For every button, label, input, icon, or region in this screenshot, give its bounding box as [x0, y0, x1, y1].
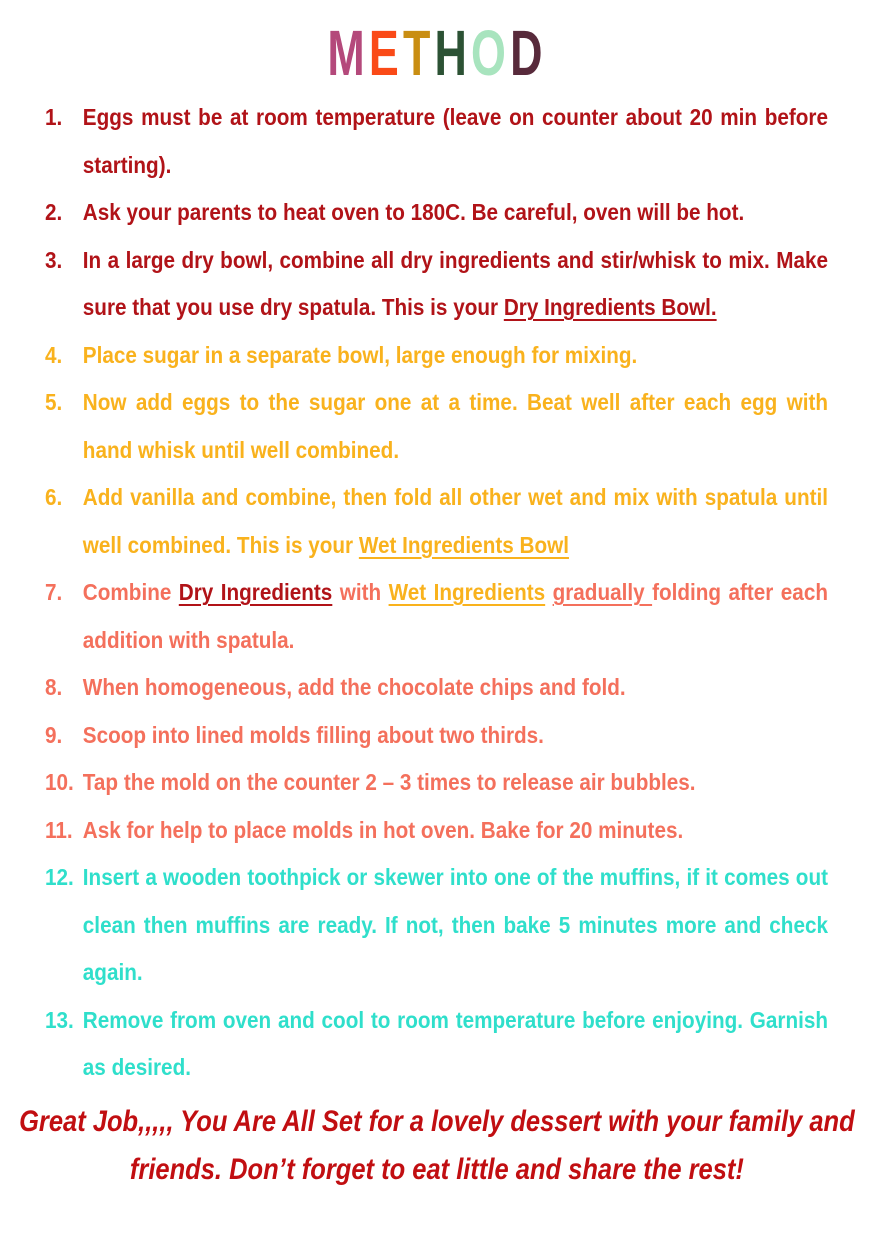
title-letter: O [471, 17, 511, 89]
step-text [83, 807, 828, 855]
method-step [45, 664, 828, 712]
step-text-segment: Scoop into lined molds filling about two thirds. [82, 721, 544, 748]
step-text-segment: Ask for help to place molds in hot oven. Bake for 20 minutes. [82, 816, 684, 843]
method-step [45, 474, 828, 569]
method-step [45, 854, 828, 997]
title-letter: E [368, 17, 403, 89]
step-number: 3. [45, 246, 63, 273]
method-step [45, 997, 828, 1092]
step-text [83, 332, 828, 380]
method-list [45, 94, 828, 1092]
step-text-segment: Tap the mold on the counter 2 – 3 times to release air bubbles. [82, 769, 696, 795]
step-text [83, 94, 828, 189]
step-text-segment: Combine [82, 579, 179, 605]
step-number: 1. [45, 104, 63, 130]
step-number: 5. [45, 389, 63, 415]
step-number: 6. [45, 484, 63, 510]
step-text-segment: Remove from oven and cool to room temperature before enjoying. Garnish as desired. [82, 1006, 829, 1080]
step-text [83, 237, 828, 332]
step-text-segment: Eggs must be at room temperature (leave on counter about 20 min before starting). [82, 104, 829, 178]
step-text [83, 474, 828, 569]
method-step [45, 807, 828, 855]
title-letter: T [402, 17, 435, 89]
title-letter: H [434, 17, 472, 89]
step-text-underlined: Wet Ingredients Bowl [358, 531, 569, 558]
step-text-underlined: Dry Ingredients [178, 579, 333, 605]
step-text-underlined: Wet Ingredients [388, 579, 546, 605]
step-text-segment: folding after each addition with spatula. [82, 579, 828, 653]
step-text-segment: Now add eggs to the sugar one at a time. Beat well after each egg with hand whisk until well combined. [82, 389, 829, 463]
step-text [83, 712, 828, 760]
step-number: 10. [45, 769, 74, 795]
step-text-segment: When homogeneous, add the chocolate chips and fold. [82, 674, 626, 700]
title-letter: M [327, 17, 369, 89]
step-number: 4. [45, 341, 63, 368]
step-number: 7. [45, 579, 63, 605]
step-text [83, 997, 828, 1092]
step-number: 8. [45, 674, 63, 700]
step-number: 9. [45, 721, 63, 748]
method-step [45, 332, 828, 380]
step-text [83, 379, 828, 474]
step-text [83, 854, 828, 997]
step-text-segment: with [332, 579, 389, 605]
step-text-underlined: Dry Ingredients Bowl. [503, 294, 717, 320]
page-title [131, 0, 743, 89]
title-letter: D [510, 17, 547, 89]
method-step [45, 237, 828, 332]
step-number: 2. [45, 199, 63, 225]
method-step [45, 712, 828, 760]
method-step [45, 94, 828, 189]
step-text-segment: Add vanilla and combine, then fold all other wet and mix with spatula until well combined. This is your [82, 484, 829, 558]
method-step [45, 189, 828, 237]
step-text-underlined: gradually [552, 579, 653, 605]
step-text-segment: Insert a wooden toothpick or skewer into one of the muffins, if it comes out clean then muffins are ready. If not, then bake 5 minutes more and check again. [82, 864, 829, 985]
step-number: 12. [45, 864, 74, 890]
step-text [83, 759, 828, 807]
step-text [83, 189, 828, 237]
footer-message: Great Job,,,,, You Are All Set for a lovely dessert with your family and friends. Don’t forget to eat little and share the rest! [19, 1104, 855, 1186]
method-step [45, 759, 828, 807]
step-number: 11. [45, 816, 73, 843]
step-text-segment: Place sugar in a separate bowl, large enough for mixing. [82, 341, 638, 368]
step-number: 13. [45, 1006, 74, 1033]
step-text-segment: In a large dry bowl, combine all dry ingredients and stir/whisk to mix. Make sure that you use dry spatula. This is your [82, 246, 829, 320]
method-step [45, 569, 828, 664]
step-text [83, 664, 828, 712]
step-text [83, 569, 828, 664]
step-text-segment [545, 579, 552, 605]
step-text-segment: Ask your parents to heat oven to 180C. Be careful, oven will be hot. [82, 199, 745, 225]
method-step [45, 379, 828, 474]
